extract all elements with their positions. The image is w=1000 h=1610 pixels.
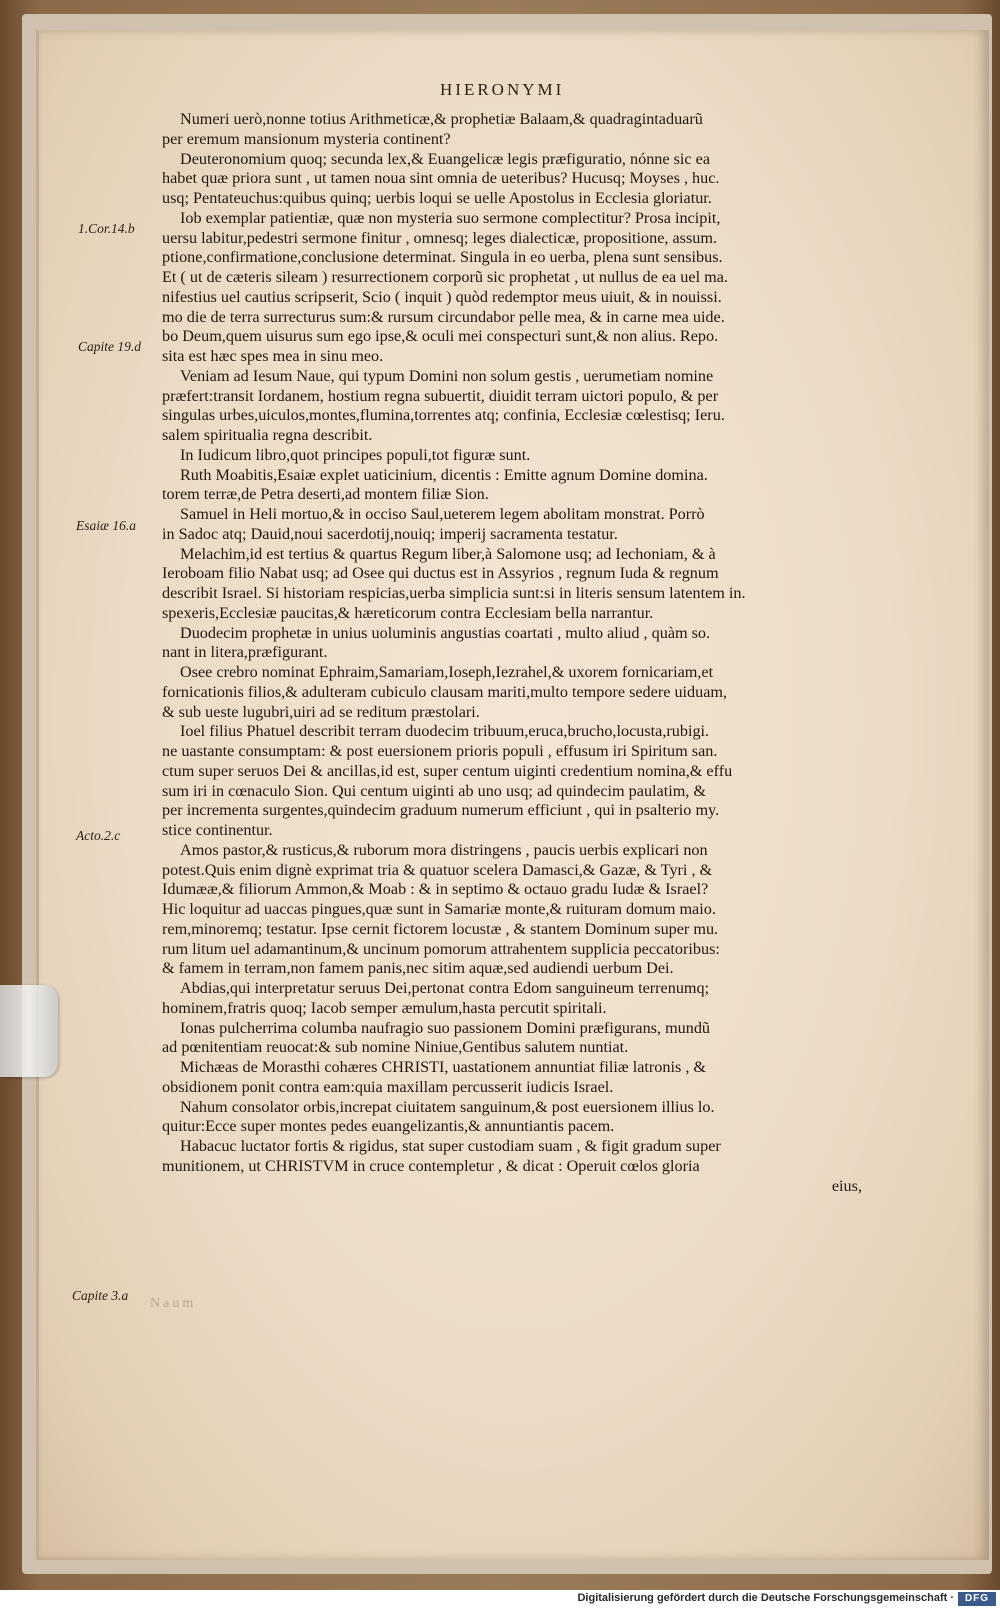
bleed-through-text: Naum [150, 1296, 197, 1311]
margin-note-5: Capite 3.a [72, 1288, 129, 1303]
text-line: Idumææ,& filiorum Ammon,& Moab : & in septimo & octauo gradu Iudæ & Israel? [162, 880, 709, 899]
text-line: ctum super seruos Dei & ancillas,id est, super centum uiginti credentium nomina,& effu [162, 761, 733, 780]
text-line: Numeri uerò,nonne totius Arithmeticæ,& prophetiæ Balaam,& quadragintaduarũ [180, 110, 703, 128]
text-line: Melachim,id est tertius & quartus Regum liber,à Salomone usq; ad Iechoniam, & à [180, 544, 716, 563]
margin-note-1: 1.Cor.14.b [78, 221, 135, 236]
text-line: Habacuc luctator fortis & rigidus, stat super custodiam suam , & figit gradum super [180, 1137, 721, 1155]
text-line: sum iri in cœnaculo Sion. Qui centum uiginti ab uno usq; ad quindecim paulatim, & [162, 781, 707, 800]
text-line: & famem in terram,non famem panis,nec sitim aquæ,sed audiendi uerbum Dei. [162, 959, 674, 978]
text-line: præfert:transit Iordanem, hostium regna subuertit, diuidit terram uictori populo, & per [162, 386, 719, 405]
text-line: Amos pastor,& rusticus,& ruborum mora distringens , paucis uerbis explicari non [180, 840, 708, 859]
text-line: usq; Pentateuchus:quibus quinq; uerbis loqui se uelle Apostolus in Ecclesia gloriatur. [162, 189, 712, 207]
text-line: describit Israel. Si historiam respicias,uerba simplicia sunt:si in literis sensum latentem in. [162, 584, 746, 602]
text-line: nifestius uel cautius scripserit, Scio ( inquit ) quòd redemptor meus uiuit, & in nouissi. [162, 287, 722, 306]
text-line: hominem,fratris quoq; Iacob semper æmulum,hasta percutit spiritali. [162, 998, 607, 1017]
text-line: Duodecim prophetæ in unius uoluminis angustias coartati , multo aliud , quàm so. [180, 623, 711, 642]
text-line: rum litum uel adamantinum,& uncinum pomorum attrahentem supplicia peccatoribus: [162, 939, 720, 958]
text-line: quitur:Ecce super montes pedes euangelizantis,& annuntiantis pacem. [162, 1117, 615, 1136]
margin-note-2: Capite 19.d [78, 339, 141, 354]
text-line: Abdias,qui interpretatur seruus Dei,pertonat contra Edom sanguineum terrenumq; [180, 979, 710, 997]
text-line: Samuel in Heli mortuo,& in occiso Saul,ueterem legem abolitam monstrat. Porrò [180, 505, 705, 523]
text-line: torem terræ,de Petra deserti,ad montem filiæ Sion. [162, 485, 489, 504]
text-line: Ioel filius Phatuel describit terram duodecim tribuum,eruca,brucho,locusta,rubigi. [180, 722, 710, 741]
text-line: In Iudicum libro,quot principes populi,tot figuræ sunt. [180, 445, 531, 464]
text-line: Nahum consolator orbis,increpat ciuitatem sanguinum,& post euersionem illius lo. [180, 1097, 715, 1116]
text-line: per eremum mansionum mysteria continent? [162, 129, 451, 148]
text-line: ad pœnitentiam reuocat:& sub nomine Niniue,Gentibus salutem nuntiat. [162, 1038, 629, 1057]
text-line: Ionas pulcherrima columba naufragio suo passionem Domini præfigurans, mundũ [180, 1018, 711, 1037]
text-line: Ruth Moabitis,Esaiæ explet uaticinium, dicentis : Emitte agnum Domine domina. [180, 465, 708, 484]
text-line: & sub ueste lugubri,uiri ad se reditum præstolari. [162, 702, 480, 721]
text-line: habet quæ priora sunt , ut tamen noua sint omnia de ueteribus? Hucusq; Moyses , huc. [162, 169, 720, 188]
text-line: rem,minoremq; testatur. Ipse cernit fictorem locustæ , & stantem Dominum super mu. [162, 919, 719, 938]
text-line: spexeris,Ecclesiæ paucitas,& hæreticorum contra Ecclesiam bella narrantur. [162, 603, 654, 622]
text-line: in Sadoc atq; Dauid,noui sacerdotij,nouiq; imperij sacramenta testatur. [162, 524, 618, 543]
text-line: Ieroboam filio Nabat usq; ad Osee qui ductus est in Assyrios , regnum Iuda & regnum [162, 564, 719, 583]
text-line: uersu labitur,pedestri sermone finitur , omnesq; leges dialecticæ, propositione, assum. [162, 228, 717, 247]
text-line: per incrementa surgentes,quindecim graduum numerum efficiunt , qui in psalterio my. [162, 801, 720, 820]
margin-note-3: Esaiæ 16.a [76, 518, 137, 533]
body-text [162, 110, 862, 1196]
footer-credit: Digitalisierung gefördert durch die Deutsche Forschungsgemeinschaft · [577, 1592, 954, 1604]
catchword: eius, [831, 1176, 862, 1195]
text-line: munitionem, ut CHRISTVM in cruce contempletur , & dicat : Operuit cœlos gloria [162, 1156, 700, 1175]
text-line: stice continentur. [162, 821, 273, 839]
dfg-logo-icon: DFG [958, 1592, 996, 1606]
text-line: Hic loquitur ad uaccas pingues,quæ sunt in Samariæ monte,& ruituram domum maio. [162, 900, 716, 918]
text-line: singulas urbes,uiculos,montes,flumina,torrentes atq; confinia, Ecclesiæ cœlestisq; Ieru. [162, 406, 725, 425]
text-line: sita est hæc spes mea in sinu meo. [162, 347, 384, 365]
text-line: Veniam ad Iesum Naue, qui typum Domini non solum gestis , uerumetiam nomine [180, 366, 714, 385]
text-line: nant in litera,præfigurant. [162, 643, 328, 662]
text-line: Et ( ut de cæteris sileam ) resurrectionem corporũ sic prophetat , ut nullus de ea uel ma. [162, 268, 728, 286]
text-line: Iob exemplar patientiæ, quæ non mysteria suo sermone complectitur? Prosa incipit, [180, 208, 721, 227]
text-line: Michæas de Morasthi cohæres CHRISTI, uastationem annuntiat filiæ latronis , & [180, 1058, 707, 1076]
text-line: fornicationis filios,& adulteram cubiculo clausam mariti,multo tempore sedere uiduam, [162, 682, 728, 701]
text-line: Osee crebro nominat Ephraim,Samariam,Ioseph,Iezrahel,& uxorem fornicariam,et [180, 663, 714, 681]
running-head: HIERONYMI [440, 80, 565, 99]
text-line: potest.Quis enim dignè exprimat tria & quatuor scelera Damasci,& Gazæ, & Tyri , & [162, 860, 713, 879]
text-line: salem spiritualia regna describit. [162, 426, 373, 444]
text-line: ne uastante consumptam: & post euersionem prioris populi , effusum iri Spiritum san. [162, 742, 718, 760]
footer-bar [0, 1590, 1000, 1610]
text-line: bo Deum,quem uisurus sum ego ipse,& oculi mei conspecturi sunt,& non alius. Repo. [162, 327, 719, 346]
text-line: Deuteronomium quoq; secunda lex,& Euangelicæ legis præfiguratio, nónne sic ea [180, 149, 711, 168]
margin-note-4: Acto.2.c [76, 828, 121, 843]
text-line: obsidionem ponit contra eam:quia maxillam percusserit iudicis Israel. [162, 1077, 614, 1096]
page-clip [0, 985, 58, 1077]
text-line: mo die de terra surrecturus sum:& rursum circundabor pelle mea, & in carne mea uide. [162, 307, 725, 326]
text-line: ptione,confirmatione,conclusione determinat. Singula in eo uerba, plena sunt sensibus. [162, 248, 723, 267]
